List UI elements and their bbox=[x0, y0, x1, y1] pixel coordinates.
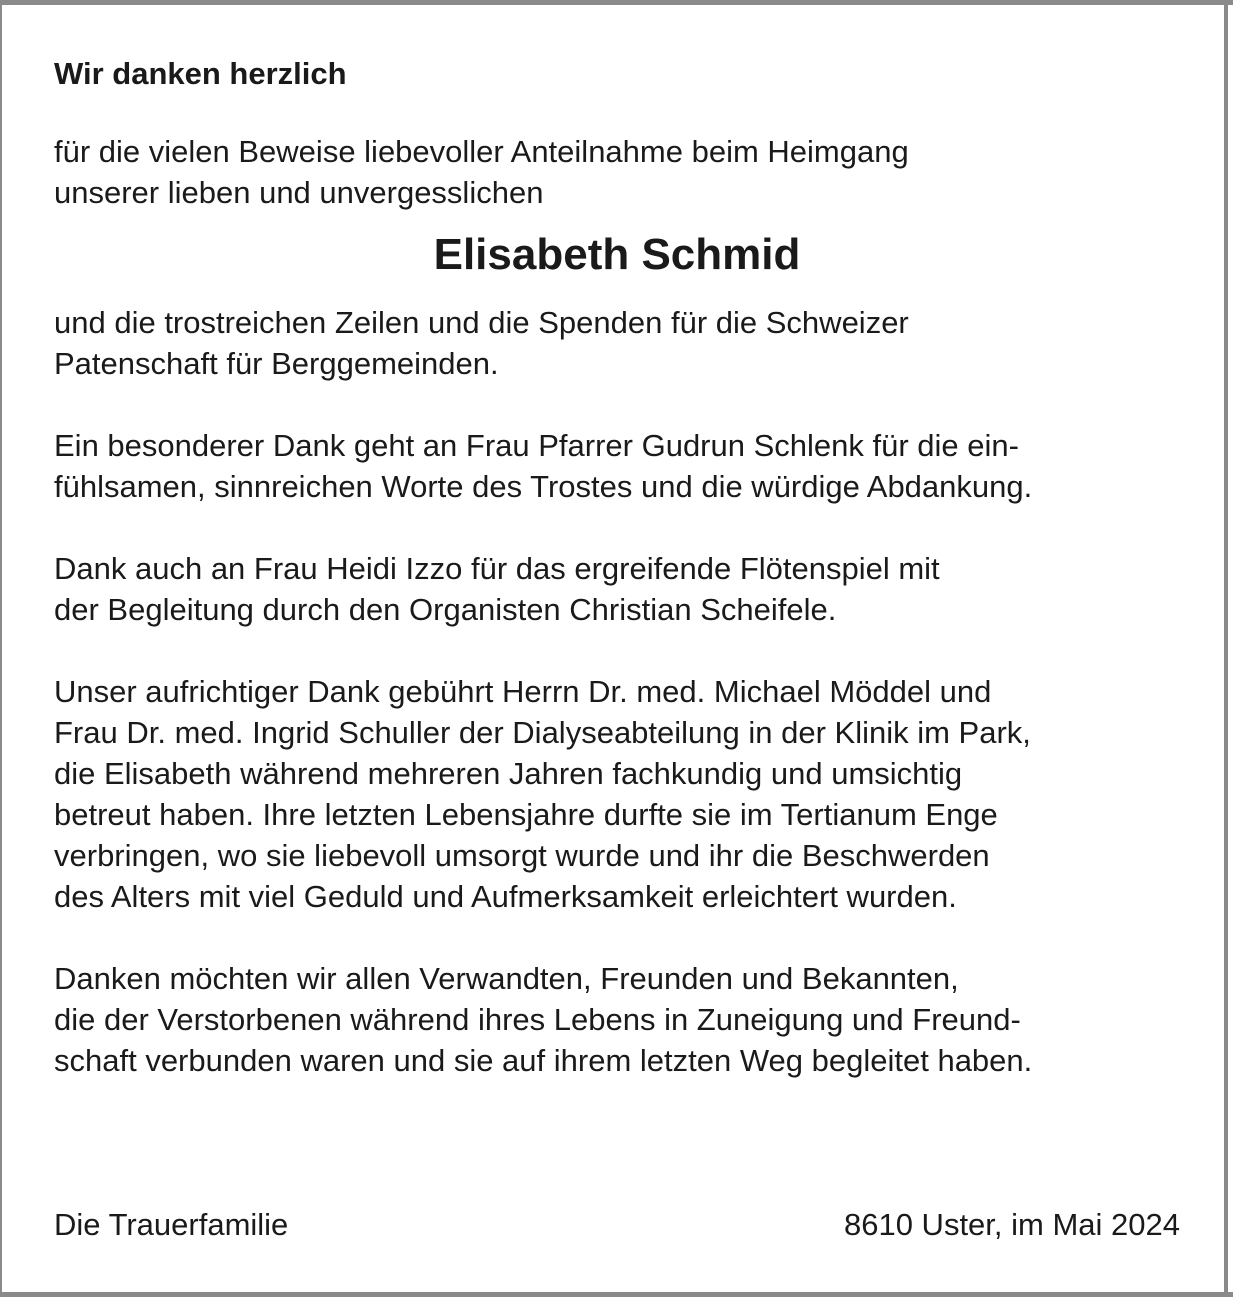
deceased-name: Elisabeth Schmid bbox=[433, 230, 801, 279]
paragraph-relatives: Danken möchten wir allen Verwandten, Freunden und Bekannten, die der Verstorbenen während ihres Lebens in Zuneigung und Freund- schaft verbunden waren und sie auf ihrem letzten Weg begleitet haben. bbox=[54, 961, 1033, 1078]
notice-border-right bbox=[1224, 0, 1228, 1297]
paragraph-condolences: und die trostreichen Zeilen und die Spenden für die Schweizer Patenschaft für Berggemeinden. bbox=[54, 305, 909, 381]
place-date: 8610 Uster, im Mai 2024 bbox=[843, 1207, 1180, 1242]
paragraph-music: Dank auch an Frau Heidi Izzo für das ergreifende Flötenspiel mit der Begleitung durch den Organisten Christian Scheifele. bbox=[54, 551, 940, 627]
signature: Die Trauerfamilie bbox=[54, 1207, 289, 1242]
notice-heading: Wir danken herzlich bbox=[54, 56, 347, 91]
paragraph-pastor: Ein besonderer Dank geht an Frau Pfarrer Gudrun Schlenk für die ein- fühlsamen, sinnreichen Worte des Trostes und die würdige Abdankung. bbox=[54, 428, 1033, 504]
paragraph-medical: Unser aufrichtiger Dank gebührt Herrn Dr. med. Michael Möddel und Frau Dr. med. Ingrid Schuller der Dialyseabteilung in der Klinik im Park, die Elisabeth während mehreren Jahren fachkundig und umsichtig betreut haben. Ihre letzten Lebensjahre durfte sie im Tertianum Enge verbringen, wo sie liebevoll umsorgt wurde und ihr die Beschwerden des Alters mit viel Geduld und Aufmerksamkeit erleichtert wurden. bbox=[54, 674, 1031, 914]
thank-you-notice bbox=[54, 52, 1180, 1081]
intro-text: für die vielen Beweise liebevoller Anteilnahme beim Heimgang unserer lieben und unvergesslichen bbox=[54, 134, 909, 210]
notice-footer bbox=[54, 1204, 1180, 1245]
